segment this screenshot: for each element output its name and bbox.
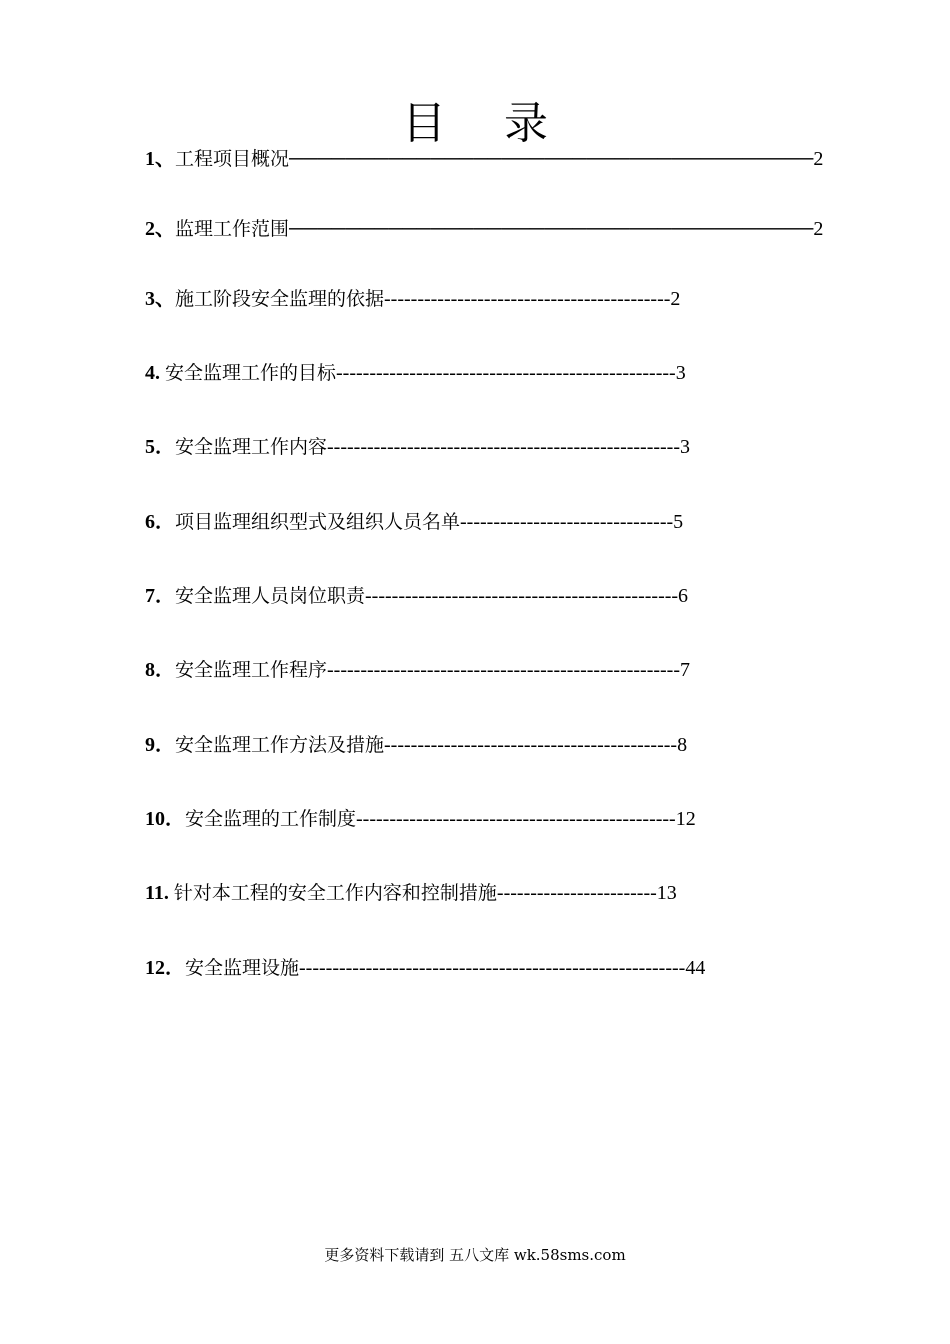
- toc-entry-6[interactable]: [145, 506, 683, 536]
- toc-number: 5．: [145, 436, 175, 458]
- toc-label: 安全监理工作内容: [175, 436, 328, 458]
- toc-label: 施工阶段安全监理的依据: [175, 288, 385, 310]
- toc-entry-2[interactable]: [145, 213, 823, 243]
- toc-leader: ---------------------------------------------------: [336, 362, 676, 384]
- toc-label: 针对本工程的安全工作内容和控制措施: [173, 882, 497, 904]
- toc-label: 安全监理工作的目标: [165, 362, 337, 384]
- toc-leader: ─────────────────────────────────────: [289, 218, 814, 240]
- toc-label: 安全监理的工作制度: [185, 808, 357, 830]
- toc-page-number: 8: [677, 734, 688, 756]
- toc-entry-1[interactable]: [145, 143, 823, 173]
- toc-leader: ------------------------: [496, 882, 657, 904]
- toc-leader: --------------------------------------------: [384, 734, 678, 756]
- toc-number: 11.: [145, 882, 174, 904]
- footer-note: 更多资料下载请到 五八文库 wk.58sms.com: [324, 1246, 626, 1264]
- toc-number: 2、: [145, 218, 175, 240]
- toc-number: 7．: [145, 585, 175, 607]
- toc-page-number: 2: [813, 148, 824, 170]
- toc-page-number: 7: [680, 659, 691, 681]
- toc-leader: ─────────────────────────────────────: [289, 148, 814, 170]
- toc-leader: ----------------------------------------------------------: [299, 957, 686, 979]
- toc-page-number: 6: [678, 585, 689, 607]
- toc-page-number: 2: [813, 218, 824, 240]
- toc-leader: -----------------------------------------------------: [327, 436, 681, 458]
- toc-leader: -----------------------------------------------------: [327, 659, 681, 681]
- toc-page-number: 13: [656, 882, 677, 904]
- title-char-1: 目: [402, 98, 446, 149]
- toc-entry-5[interactable]: [145, 431, 690, 461]
- toc-entry-11[interactable]: [145, 877, 677, 907]
- toc-label: 工程项目概况: [175, 148, 290, 170]
- toc-entry-4[interactable]: [145, 357, 686, 387]
- toc-number: 9．: [145, 734, 175, 756]
- toc-entry-10[interactable]: [145, 803, 696, 833]
- toc-entry-12[interactable]: [145, 952, 705, 982]
- toc-label: 安全监理工作程序: [175, 659, 328, 681]
- toc-leader: --------------------------------: [460, 511, 674, 533]
- toc-label: 安全监理人员岗位职责: [175, 585, 366, 607]
- toc-entry-7[interactable]: [145, 580, 688, 610]
- toc-label: 安全监理工作方法及措施: [175, 734, 385, 756]
- toc-page-number: 3: [675, 362, 686, 384]
- toc-leader: ------------------------------------------------: [356, 808, 676, 830]
- toc-leader: -----------------------------------------------: [365, 585, 679, 607]
- toc-number: 3、: [145, 288, 175, 310]
- toc-entry-9[interactable]: [145, 729, 687, 759]
- toc-leader: -------------------------------------------: [384, 288, 671, 310]
- toc-page-number: 12: [675, 808, 696, 830]
- toc-number: 8．: [145, 659, 175, 681]
- toc-entry-3[interactable]: [145, 283, 680, 313]
- toc-page-number: 3: [680, 436, 691, 458]
- toc-number: 10．: [145, 808, 185, 830]
- toc-label: 监理工作范围: [175, 218, 290, 240]
- title-char-2: 录: [504, 98, 548, 149]
- toc-label: 安全监理设施: [185, 957, 300, 979]
- toc-page-number: 5: [673, 511, 684, 533]
- toc-number: 4.: [145, 362, 165, 384]
- toc-page-number: 2: [670, 288, 681, 310]
- toc-number: 6．: [145, 511, 175, 533]
- toc-label: 项目监理组织型式及组织人员名单: [175, 511, 461, 533]
- toc-page-number: 44: [685, 957, 706, 979]
- toc-entry-8[interactable]: [145, 654, 690, 684]
- toc-number: 1、: [145, 148, 175, 170]
- toc-number: 12．: [145, 957, 185, 979]
